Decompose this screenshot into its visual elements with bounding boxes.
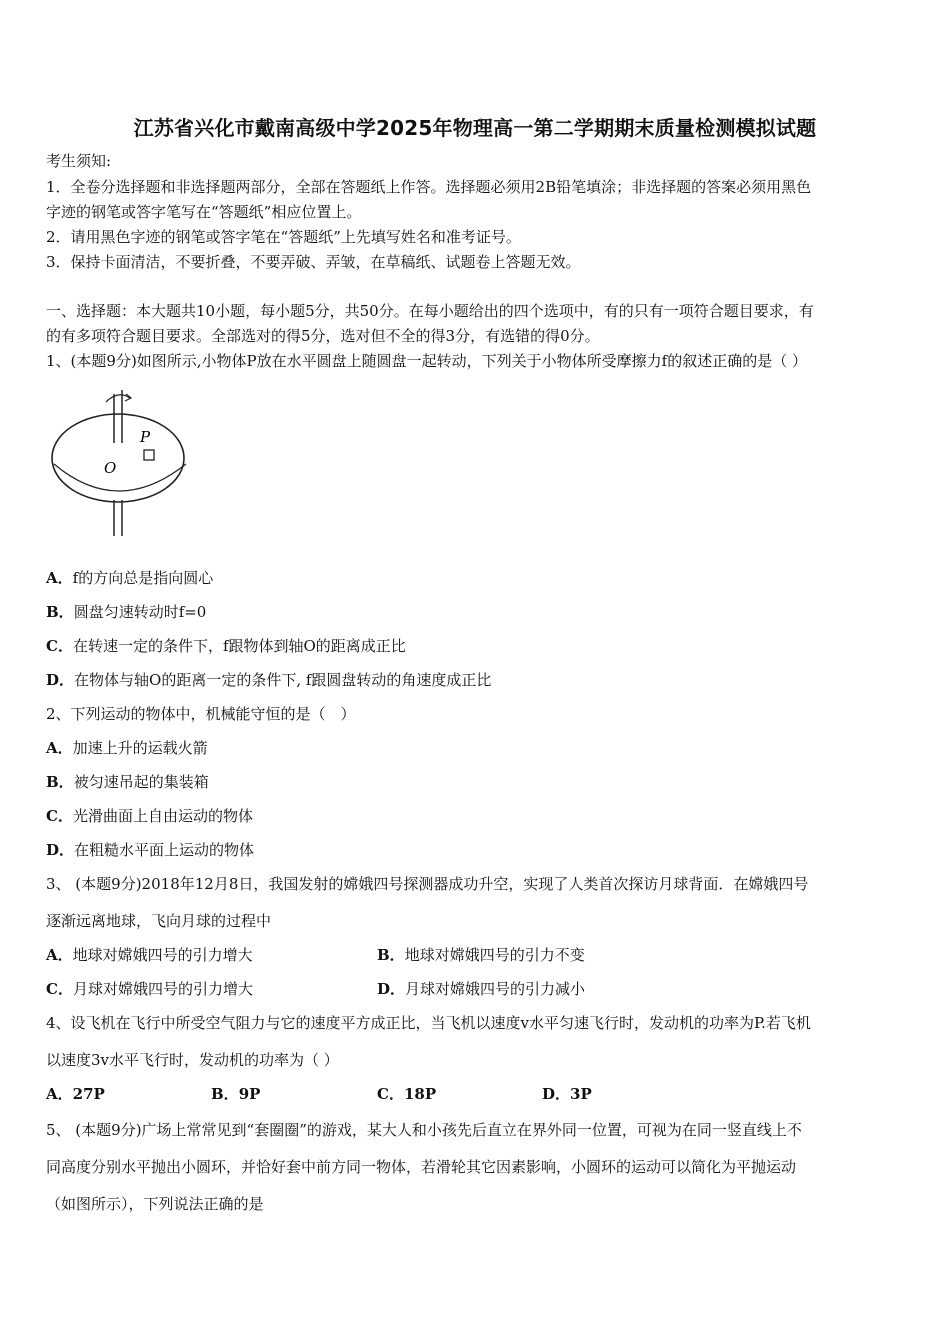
q1-option-b: B．圆盘匀速转动时f=0 [46, 603, 207, 621]
q2-option-d: D．在粗糙水平面上运动的物体 [46, 841, 255, 859]
q3-option-d: D．月球对嫦娥四号的引力减小 [377, 980, 586, 998]
q4-option-c: C．18P [377, 1085, 437, 1103]
question-5-stem-3: （如图所示），下列说法正确的是 [46, 1195, 264, 1213]
question-5-stem-2: 同高度分别水平抛出小圆环，并恰好套中前方同一物体，若滑轮其它因素影响，小圆环的运动可以简化为平抛运动 [46, 1158, 797, 1176]
label-o: O [104, 459, 117, 477]
question-1-stem: 1、(本题9分)如图所示,小物体P放在水平圆盘上随圆盘一起转动，下列关于小物体所受摩擦力f的叙述正确的是（ ） [46, 352, 807, 370]
q2-option-c: C．光滑曲面上自由运动的物体 [46, 807, 253, 825]
label-p: P [140, 428, 151, 446]
q4-option-b: B．9P [211, 1085, 261, 1103]
q3-option-a: A．地球对嫦娥四号的引力增大 [46, 946, 253, 964]
q1-option-c: C．在转速一定的条件下，f跟物体到轴O的距离成正比 [46, 637, 406, 655]
notice-item-3: 3．保持卡面清洁，不要折叠，不要弄破、弄皱，在草稿纸、试题卷上答题无效。 [46, 253, 581, 271]
q1-option-a: A．f的方向总是指向圆心 [46, 569, 214, 587]
exam-title: 江苏省兴化市戴南高级中学2025年物理高一第二学期期末质量检测模拟试题 [133, 116, 817, 140]
question-4-stem-1: 4、设飞机在飞行中所受空气阻力与它的速度平方成正比，当飞机以速度v水平匀速飞行时，发动机的功率为P.若飞机 [46, 1014, 811, 1032]
question-5-stem-1: 5、 (本题9分)广场上常常见到“套圈圈”的游戏，某大人和小孩先后直立在界外同一位置，可视为在同一竖直线上不 [46, 1121, 802, 1139]
q2-option-a: A．加速上升的运载火箭 [46, 739, 208, 757]
q4-option-d: D．3P [542, 1085, 592, 1103]
rotation-arrowhead [125, 394, 131, 401]
question-3-stem-1: 3、 (本题9分)2018年12月8日，我国发射的嫦娥四号探测器成功升空，实现了人类首次探访月球背面．在嫦娥四号 [46, 875, 809, 893]
disk-edge [54, 464, 186, 491]
question-2-stem: 2、下列运动的物体中，机械能守恒的是（ ） [46, 705, 356, 723]
question-4-stem-2: 以速度3v水平飞行时，发动机的功率为（ ） [46, 1051, 339, 1069]
q3-option-c: C．月球对嫦娥四号的引力增大 [46, 980, 253, 998]
q3-option-b: B．地球对嫦娥四号的引力不变 [377, 946, 585, 964]
question-3-stem-2: 逐渐远离地球，飞向月球的过程中 [46, 912, 272, 930]
notice-item-2: 2．请用黑色字迹的钢笔或答字笔在“答题纸”上先填写姓名和准考证号。 [46, 228, 521, 246]
q1-option-d: D．在物体与轴O的距离一定的条件下, f跟圆盘转动的角速度成正比 [46, 671, 492, 689]
disk-outline [52, 414, 184, 502]
object-p [144, 450, 154, 460]
rotating-disk-figure [50, 388, 195, 538]
section-intro-line-2: 的有多项符合题目要求。全部选对的得5分，选对但不全的得3分，有选错的得0分。 [46, 327, 600, 345]
notice-heading: 考生须知: [46, 152, 112, 170]
q4-option-a: A．27P [46, 1085, 105, 1103]
notice-item-1: 1．全卷分选择题和非选择题两部分，全部在答题纸上作答。选择题必须用2B铅笔填涂；非选择题的答案必须用黑色 [46, 178, 812, 196]
notice-item-1-cont: 字迹的钢笔或答字笔写在“答题纸”相应位置上。 [46, 203, 362, 221]
q2-option-b: B．被匀速吊起的集装箱 [46, 773, 209, 791]
section-intro-line-1: 一、选择题：本大题共10小题，每小题5分，共50分。在每小题给出的四个选项中，有的只有一项符合题目要求，有 [46, 302, 814, 320]
